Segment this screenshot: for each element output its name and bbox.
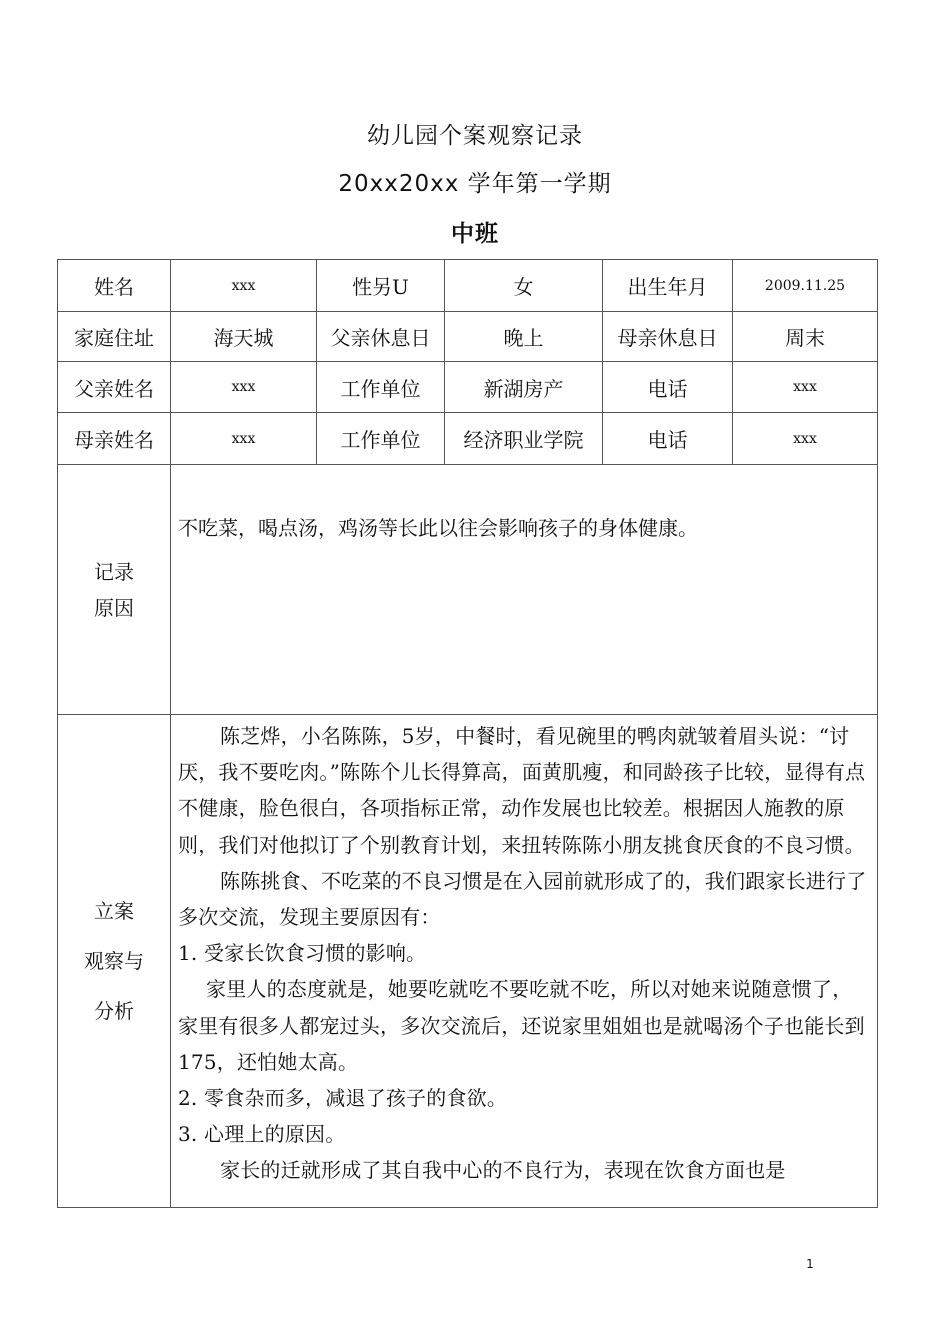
class-heading: 中班 xyxy=(451,221,499,247)
mother-name-label: 母亲姓名 xyxy=(58,413,171,465)
observation-record-table xyxy=(57,259,878,1208)
info-row-name xyxy=(58,260,878,312)
reason-text: 不吃菜，喝点汤，鸡汤等长此以往会影响孩子的身体健康。 xyxy=(171,465,878,715)
mother-name-value: xxx xyxy=(171,413,317,465)
address-label: 家庭住址 xyxy=(58,312,171,362)
mother-rest-day-value: 周末 xyxy=(733,312,878,362)
info-row-address xyxy=(58,312,878,362)
gender-label: 性另U xyxy=(317,260,445,312)
analysis-label-line1: 立案 xyxy=(94,899,134,923)
document-title: 幼儿园个案观察记录 xyxy=(367,123,583,149)
analysis-paragraph: 家里人的态度就是，她要吃就吃不要吃就不吃，所以对她来说随意惯了，家里有很多人都宠过头，多次交流后，还说家里姐姐也是就喝汤个子也能长到175，还怕她太高。 xyxy=(178,977,865,1074)
analysis-list-item: 2. 零食杂而多，减退了孩子的食欲。 xyxy=(178,1086,508,1111)
reason-row xyxy=(58,465,878,715)
mother-employer-label: 工作单位 xyxy=(317,413,445,465)
analysis-label-line2: 观察与 xyxy=(84,949,144,973)
analysis-list-item: 1. 受家长饮食习惯的影响。 xyxy=(178,941,427,966)
term-heading: 20xx20xx 学年第一学期 xyxy=(338,171,612,197)
analysis-label xyxy=(58,715,171,1208)
name-value: xxx xyxy=(171,260,317,312)
page-number: 1 xyxy=(806,1257,814,1271)
address-value: 海天城 xyxy=(171,312,317,362)
father-employer-label: 工作单位 xyxy=(317,362,445,413)
reason-label-line2: 原因 xyxy=(94,595,134,620)
father-employer-value: 新湖房产 xyxy=(445,362,603,413)
mother-rest-day-label: 母亲休息日 xyxy=(603,312,733,362)
analysis-paragraph: 陈陈挑食、不吃菜的不良习惯是在入园前就形成了的，我们跟家长进行了多次交流，发现主要原因有： xyxy=(178,868,867,930)
father-rest-day-label: 父亲休息日 xyxy=(317,312,445,362)
analysis-text xyxy=(171,715,878,1208)
analysis-row xyxy=(58,715,878,1208)
reason-label-line1: 记录 xyxy=(94,559,134,584)
father-phone-value: xxx xyxy=(733,362,878,413)
analysis-label-line3: 分析 xyxy=(94,999,134,1023)
birth-date-label: 出生年月 xyxy=(603,260,733,312)
name-label: 姓名 xyxy=(58,260,171,312)
father-name-value: xxx xyxy=(171,362,317,413)
father-rest-day-value: 晚上 xyxy=(445,312,603,362)
reason-label xyxy=(58,465,171,715)
mother-phone-value: xxx xyxy=(733,413,878,465)
gender-value: 女 xyxy=(445,260,603,312)
mother-employer-value: 经济职业学院 xyxy=(445,413,603,465)
father-name-label: 父亲姓名 xyxy=(58,362,171,413)
analysis-paragraph: 陈芝烨，小名陈陈，5岁，中餐时，看见碗里的鸭肉就皱着眉头说：“讨厌，我不要吃肉。”陈陈个儿长得算高，面黄肌瘦，和同龄孩子比较，显得有点不健康，脸色很白，各项指标正常，动作发展也比较差。根据因人施教的原则，我们对他拟订了个别教育计划，来扭转陈陈小朋友挑食厌食的不良习惯。 xyxy=(178,724,866,857)
info-row-father xyxy=(58,362,878,413)
info-row-mother xyxy=(58,413,878,465)
birth-date-value: 2009.11.25 xyxy=(733,260,878,312)
mother-phone-label: 电话 xyxy=(603,413,733,465)
analysis-list-item: 3. 心理上的原因。 xyxy=(178,1122,346,1147)
father-phone-label: 电话 xyxy=(603,362,733,413)
analysis-paragraph: 家长的迁就形成了其自我中心的不良行为，表现在饮食方面也是 xyxy=(220,1158,786,1183)
